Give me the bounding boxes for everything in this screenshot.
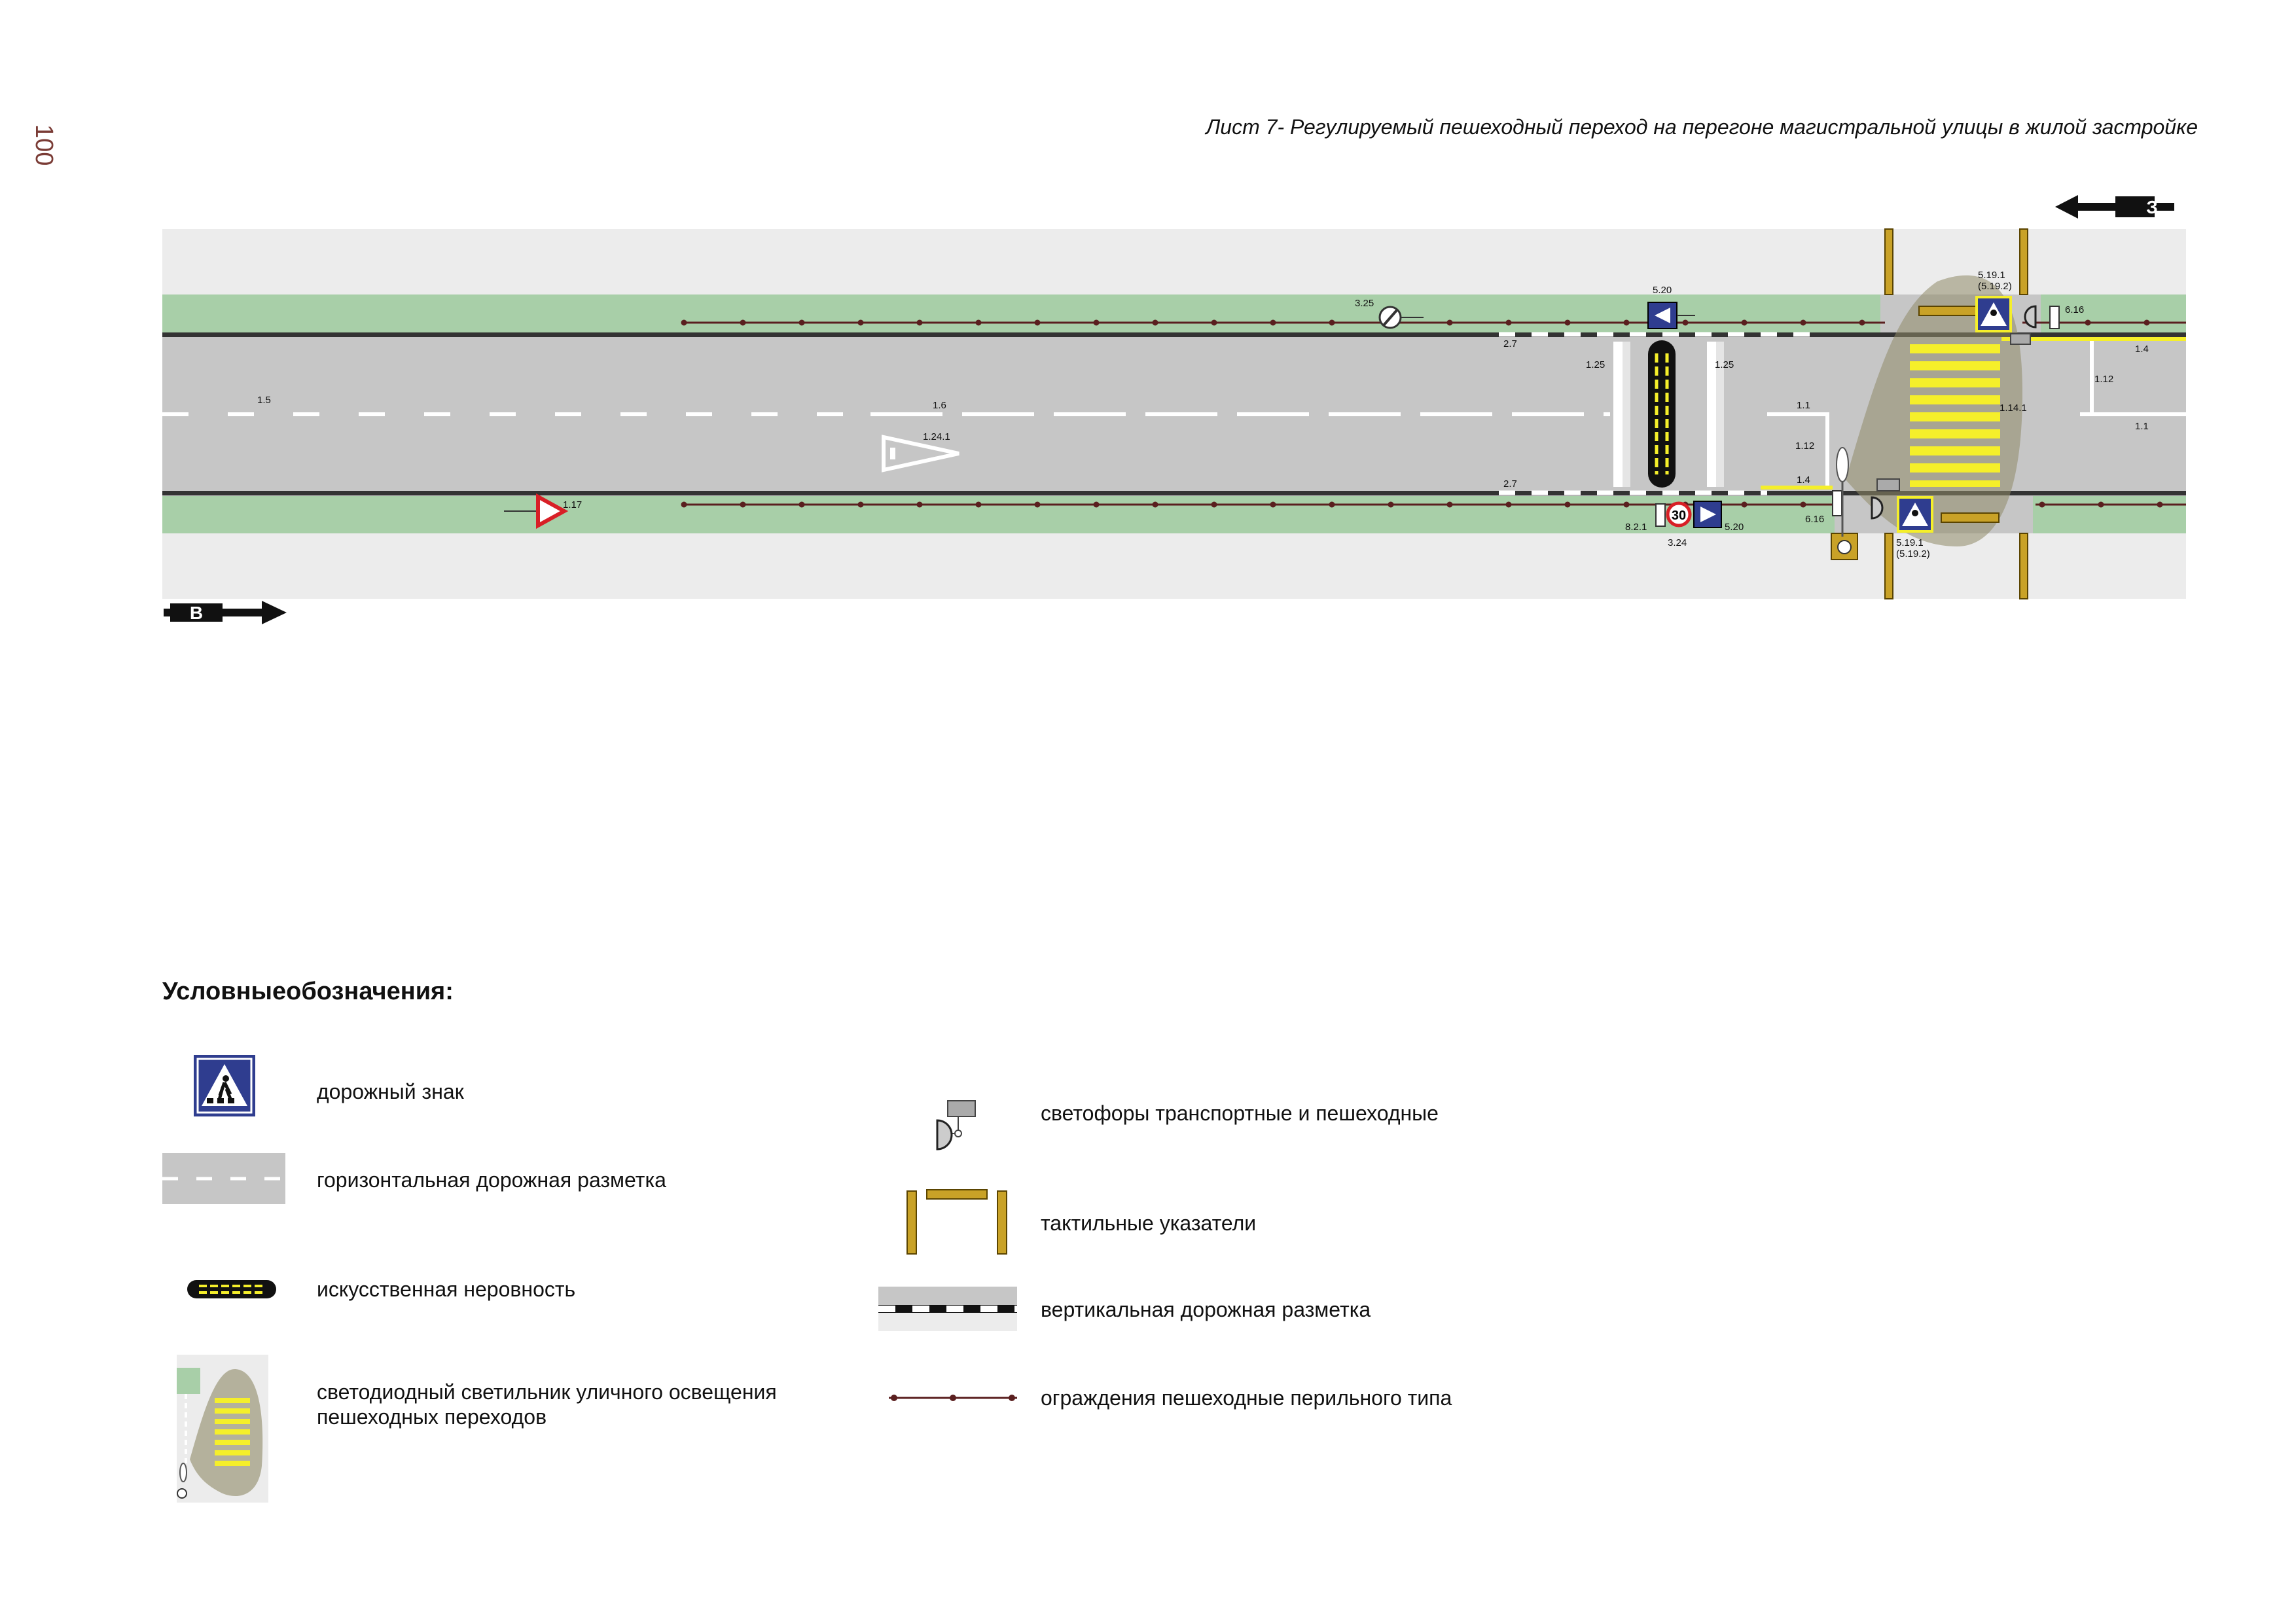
lawn-south [162,496,1835,533]
legend-led-light-icon [177,1355,268,1503]
fence-post [976,502,982,508]
fence-post [2085,320,2091,326]
legend-tactile-icon [906,1188,1008,1255]
fence-post [917,502,923,508]
fence-post [1859,320,1865,326]
svg-text:В: В [189,603,204,623]
fence-post [799,320,805,326]
legend-horizontal-marking-icon [162,1149,285,1208]
label-1-4-left: 1.4 [1797,474,1810,486]
svg-text:З: З [2146,197,2158,217]
lawn-north-east [2041,294,2186,332]
fence-post [1211,320,1217,326]
curb-north [162,332,2186,337]
label-5-19-top-a: 5.19.1 [1978,270,2005,281]
fence-post [1801,320,1806,326]
fence-post [681,320,687,326]
legend-road-sign-label: дорожный знак [317,1080,464,1103]
label-5-19-top-b: (5.19.2) [1978,281,2012,292]
fence-post [681,502,687,508]
fence-post [858,502,864,508]
fence-post [2157,502,2163,508]
label-5-19-bottom-a: 5.19.1 [1896,537,1924,548]
fence-post [1035,320,1041,326]
fence-post [1153,320,1158,326]
label-1-17: 1.17 [563,499,583,510]
legend-tactile-label: тактильные указатели [1041,1211,1257,1235]
fence-post [976,320,982,326]
fence-post [1506,502,1512,508]
road-plan [0,0,2296,654]
fence-post [1624,320,1630,326]
legend-fence-label: ограждения пешеходные перильного типа [1041,1386,1452,1410]
label-2-7-top: 2.7 [1503,338,1517,349]
zebra-crossing-1-14-1 [1910,344,2000,487]
fence-post [1742,502,1748,508]
fence-post [1153,502,1158,508]
label-6-16-top: 6.16 [2065,304,2085,315]
legend-vertical-marking-icon [878,1287,1017,1331]
legend-road-sign-icon [194,1055,255,1116]
fence-post [1329,502,1335,508]
speed-limit-value: 30 [1671,508,1687,523]
fence-post [1447,320,1453,326]
sidewalk-south [162,533,2186,599]
fence-post [2098,502,2104,508]
label-5-20-bottom: 5.20 [1725,522,1744,533]
fence-post [799,502,805,508]
label-5-20-top: 5.20 [1653,285,1672,296]
sidewalk-north [162,229,2186,294]
fence-post [740,502,746,508]
legend-traffic-lights-label: светофоры транспортные и пешеходные [1041,1101,1439,1125]
fence-post [1270,502,1276,508]
legend-speed-bump-label: искусственная неровность [317,1277,576,1301]
fence-post [740,320,746,326]
legend-horizontal-marking-label: горизонтальная дорожная разметка [317,1168,666,1192]
fence-post [1270,320,1276,326]
sheet-title: Лист 7- Регулируемый пешеходный переход на перегоне магистральной улицы в жилой застройке [1206,115,2198,139]
fence-post [2039,502,2045,508]
fence-post [1094,320,1100,326]
label-1-24-1: 1.24.1 [923,431,950,442]
fence-post [1094,502,1100,508]
fence-post [1447,502,1453,508]
fence-post [917,320,923,326]
fence-post [1388,502,1394,508]
fence-post [1683,320,1689,326]
legend-vertical-marking-label: вертикальная дорожная разметка [1041,1298,1371,1321]
fence-post [1211,502,1217,508]
page-number: 100 [30,124,58,166]
fence-post [858,320,864,326]
label-1-12-left: 1.12 [1795,440,1815,452]
lawn-north [162,294,1880,332]
label-1-6: 1.6 [933,400,946,411]
label-5-19-bottom-b: (5.19.2) [1896,548,1930,560]
label-1-25-left: 1.25 [1586,359,1605,370]
label-1-4-right: 1.4 [2135,344,2149,355]
fence-post [1035,502,1041,508]
label-1-25-right: 1.25 [1715,359,1734,370]
direction-arrow-east [164,601,287,624]
lawn-south-east [2033,496,2186,533]
legend-fence-icon [888,1393,1018,1403]
sign-8-2-1 [1656,504,1665,526]
sign-5-19-south [1897,496,1933,533]
label-3-25: 3.25 [1355,298,1374,309]
label-1-1-right: 1.1 [2135,421,2149,432]
label-8-2-1: 8.2.1 [1625,522,1647,533]
sign-5-19-north [1975,296,2012,332]
fence-post [1565,320,1571,326]
legend-led-light-label: светодиодный светильник уличного освещения пешеходных переходов [317,1380,777,1429]
fence-post [1742,320,1748,326]
label-1-14-1: 1.14.1 [2000,402,2027,414]
label-1-5: 1.5 [257,395,271,406]
fence-post [1801,502,1806,508]
fence-post [1624,502,1630,508]
direction-arrow-west [2055,195,2174,219]
fence-post [1506,320,1512,326]
legend-heading: Условныеобозначения: [162,978,454,1005]
fence-post [2144,320,2150,326]
fence-post [1329,320,1335,326]
legend-speed-bump-icon [187,1280,276,1298]
label-6-16-bottom: 6.16 [1805,514,1825,525]
sign-5-20-south [1694,501,1721,527]
speed-bump [1648,340,1676,488]
label-2-7-bottom: 2.7 [1503,478,1517,490]
legend-traffic-lights-icon [929,1099,982,1152]
label-1-1-left: 1.1 [1797,400,1810,411]
label-3-24: 3.24 [1668,537,1687,548]
fence-post [1565,502,1571,508]
label-1-12-right: 1.12 [2094,374,2114,385]
